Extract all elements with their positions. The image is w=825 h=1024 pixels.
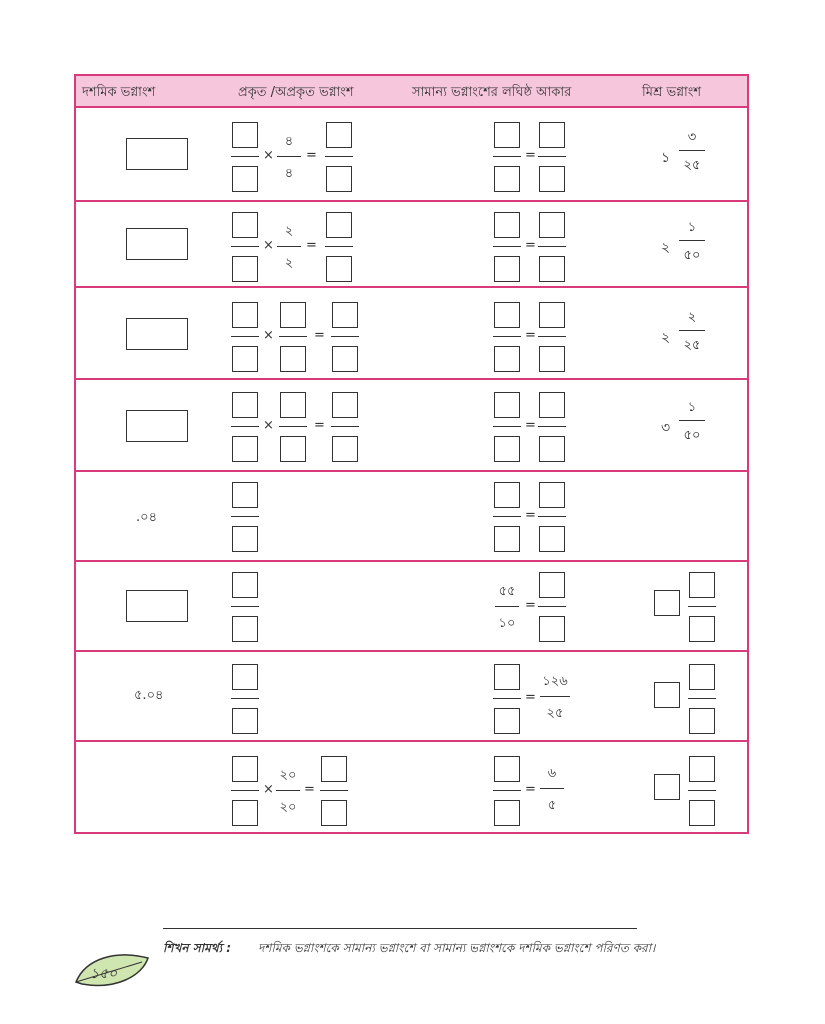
table-row <box>76 742 747 834</box>
footer-divider <box>163 928 637 929</box>
learning-outcome-text: দশমিক ভগ্নাংশকে সামান্য ভগ্নাংশে বা সামান্য ভগ্নাংশকে দশমিক ভগ্নাংশে পরিণত করা। <box>258 941 656 955</box>
multiplier-numerator: ২ <box>284 224 294 239</box>
blank-fraction[interactable] <box>231 392 259 462</box>
equals-sign: = <box>525 238 536 253</box>
blank-fraction[interactable] <box>231 756 259 826</box>
header-proper-improper: প্রকৃত /অপ্রকৃত ভগ্নাংশ <box>238 85 354 100</box>
mixed-numerator: ১ <box>687 220 697 235</box>
mixed-denominator: ৫০ <box>683 248 701 263</box>
equals-sign: = <box>525 508 536 523</box>
learning-outcome-label: শিখন সামর্থ্য : <box>163 941 232 955</box>
blank-fraction[interactable] <box>320 756 348 826</box>
blank-fraction[interactable] <box>538 482 566 552</box>
given-fraction <box>538 754 566 824</box>
given-denominator: ১০ <box>498 616 516 631</box>
blank-fraction[interactable] <box>493 482 521 552</box>
equals-sign: = <box>525 690 536 705</box>
mixed-denominator: ২৫ <box>683 338 701 353</box>
multiplier-fraction <box>275 212 303 282</box>
blank-fraction[interactable] <box>538 302 566 372</box>
mixed-numerator: ৩ <box>687 130 697 145</box>
times-sign: × <box>263 148 274 163</box>
decimal-answer-box[interactable] <box>126 318 188 350</box>
decimal-answer-box[interactable] <box>126 410 188 442</box>
blank-fraction[interactable] <box>279 392 307 462</box>
mixed-whole: ৩ <box>661 420 671 436</box>
blank-fraction[interactable] <box>325 212 353 282</box>
blank-fraction[interactable] <box>493 122 521 192</box>
decimal-answer-box[interactable] <box>126 138 188 170</box>
blank-fraction[interactable] <box>231 664 259 734</box>
blank-fraction[interactable] <box>231 572 259 642</box>
blank-fraction[interactable] <box>231 482 259 552</box>
header-mixed: মিশ্র ভগ্নাংশ <box>642 85 702 100</box>
equals-sign: = <box>525 328 536 343</box>
times-sign: × <box>263 328 274 343</box>
table-row <box>76 202 747 288</box>
table-row <box>76 562 747 652</box>
mixed-numerator: ২ <box>687 310 697 325</box>
header-decimal: দশমিক ভগ্নাংশ <box>82 85 156 100</box>
equals-sign: = <box>525 148 536 163</box>
times-sign: × <box>263 238 274 253</box>
mixed-denominator: ২৫ <box>683 158 701 173</box>
worksheet-table <box>74 74 749 834</box>
given-fraction <box>493 572 521 642</box>
equals-sign: = <box>525 418 536 433</box>
multiplier-denominator: ৪ <box>284 166 294 181</box>
given-denominator: ২৫ <box>546 706 564 721</box>
blank-fraction[interactable] <box>325 122 353 192</box>
table-row <box>76 652 747 742</box>
blank-fraction[interactable] <box>688 756 716 826</box>
page-number: ১৫০ <box>90 966 118 982</box>
blank-fraction[interactable] <box>493 392 521 462</box>
equals-sign: = <box>304 782 315 797</box>
equals-sign: = <box>525 598 536 613</box>
blank-fraction[interactable] <box>493 664 521 734</box>
blank-fraction[interactable] <box>688 572 716 642</box>
mixed-whole-box[interactable] <box>654 682 680 708</box>
decimal-value: .০৪ <box>136 510 158 525</box>
equals-sign: = <box>306 238 317 253</box>
given-fraction <box>538 662 572 732</box>
multiplier-numerator: ২০ <box>279 768 297 783</box>
decimal-answer-box[interactable] <box>126 228 188 260</box>
multiplier-fraction <box>275 122 303 192</box>
mixed-whole: ২ <box>661 330 671 346</box>
mixed-fraction <box>661 306 731 366</box>
mixed-fraction <box>661 216 731 276</box>
blank-fraction[interactable] <box>538 572 566 642</box>
multiplier-denominator: ২ <box>284 256 294 271</box>
multiplier-fraction <box>274 756 302 826</box>
blank-fraction[interactable] <box>538 392 566 462</box>
decimal-answer-box[interactable] <box>126 590 188 622</box>
table-header <box>76 76 747 108</box>
mixed-whole: ১ <box>661 150 671 166</box>
blank-fraction[interactable] <box>279 302 307 372</box>
mixed-whole: ২ <box>661 240 671 256</box>
mixed-fraction <box>661 396 731 456</box>
table-row <box>76 288 747 380</box>
blank-fraction[interactable] <box>688 664 716 734</box>
blank-fraction[interactable] <box>493 756 521 826</box>
blank-fraction[interactable] <box>231 212 259 282</box>
times-sign: × <box>263 782 274 797</box>
table-row <box>76 108 747 202</box>
table-row <box>76 472 747 562</box>
blank-fraction[interactable] <box>331 302 359 372</box>
given-denominator: ৫ <box>547 798 557 813</box>
decimal-value: ৫.০৪ <box>134 688 164 703</box>
blank-fraction[interactable] <box>231 122 259 192</box>
table-row <box>76 380 747 472</box>
equals-sign: = <box>314 328 325 343</box>
mixed-denominator: ৫০ <box>683 428 701 443</box>
equals-sign: = <box>314 418 325 433</box>
blank-fraction[interactable] <box>231 302 259 372</box>
given-numerator: ১২৬ <box>542 674 568 689</box>
header-lowest-form: সামান্য ভগ্নাংশের লঘিষ্ঠ আকার <box>412 85 572 100</box>
given-numerator: ৫৫ <box>498 584 516 599</box>
mixed-whole-box[interactable] <box>654 774 680 800</box>
blank-fraction[interactable] <box>493 212 521 282</box>
multiplier-numerator: ৪ <box>284 134 294 149</box>
blank-fraction[interactable] <box>538 122 566 192</box>
equals-sign: = <box>525 782 536 797</box>
mixed-numerator: ১ <box>687 400 697 415</box>
mixed-whole-box[interactable] <box>654 590 680 616</box>
blank-fraction[interactable] <box>538 212 566 282</box>
blank-fraction[interactable] <box>493 302 521 372</box>
equals-sign: = <box>306 148 317 163</box>
mixed-fraction <box>661 126 731 186</box>
blank-fraction[interactable] <box>331 392 359 462</box>
multiplier-denominator: ২০ <box>279 800 297 815</box>
given-numerator: ৬ <box>547 766 557 781</box>
times-sign: × <box>263 418 274 433</box>
